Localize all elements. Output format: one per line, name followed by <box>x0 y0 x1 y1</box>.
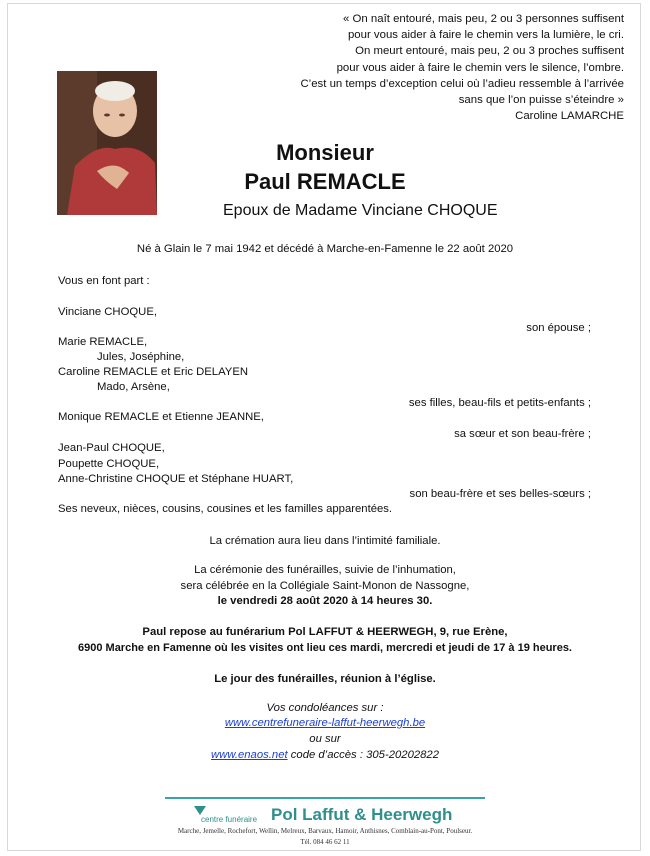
poem-line: « On naît entouré, mais peu, 2 ou 3 personnes suffisent <box>343 13 624 25</box>
family-member: Poupette CHOQUE, <box>58 458 160 470</box>
family-member: Jean-Paul CHOQUE, <box>58 442 165 454</box>
poem-line: C’est un temps d’exception celui où l’adieu ressemble à l’arrivée <box>300 77 624 90</box>
family-relation: ses filles, beau-fils et petits-enfants ; <box>408 397 591 409</box>
poem-author: Caroline LAMARCHE <box>515 110 624 123</box>
family-member: Monique REMACLE et Etienne JEANNE, <box>58 411 264 423</box>
ceremony-date: le vendredi 28 août 2020 à 14 heures 30. <box>217 595 433 607</box>
meeting-line: Le jour des funérailles, réunion à l’église. <box>214 673 436 685</box>
poem-line: pour vous aider à faire le chemin vers la lumière, le cri. <box>347 29 624 42</box>
family-member: Jules, Joséphine, <box>97 351 185 363</box>
footer-label: centre funéraire <box>201 815 258 824</box>
family-member: Caroline REMACLE et Eric DELAYEN <box>58 366 249 378</box>
ceremony-line: La cérémonie des funérailles, suivie de l’inhumation, <box>194 564 456 576</box>
birth-death-line: Né à Glain le 7 mai 1942 et décédé à Marche-en-Famenne le 22 août 2020 <box>136 243 514 255</box>
intro-line: Vous en font part : <box>58 275 150 287</box>
family-member: Ses neveux, nièces, cousins, cousines et les familles apparentées. <box>58 503 393 515</box>
condolences-intro: Vos condoléances sur : <box>266 702 384 714</box>
access-code: code d’accès : 305-20202822 <box>287 749 439 761</box>
footer-places: Marche, Jemelle, Rochefort, Wellin, Melreux, Barvaux, Hamoir, Anthisnes, Comblain-au-Pont, Poulseur. <box>177 827 473 835</box>
family-relation: sa sœur et son beau-frère ; <box>454 428 591 440</box>
ceremony-line: sera célébrée en la Collégiale Saint-Monon de Nassogne, <box>180 580 470 592</box>
funerarium-line: 6900 Marche en Famenne où les visites ont lieu ces mardi, mercredi et jeudi de 17 à 19 heures. <box>78 642 572 654</box>
condolences-or: ou sur <box>309 733 341 745</box>
family-member: Mado, Arsène, <box>97 381 170 393</box>
deceased-name: Paul REMACLE <box>244 169 406 194</box>
condolences-link-2[interactable]: www.enaos.net <box>211 749 288 761</box>
poem-quote <box>300 11 624 124</box>
poem-line: On meurt entouré, mais peu, 2 ou 3 proches suffisent <box>355 45 624 58</box>
spouse-line: Epoux de Madame Vinciane CHOQUE <box>223 202 498 219</box>
condolences-link-1[interactable]: www.centrefuneraire-laffut-heerwegh.be <box>224 717 426 729</box>
footer-brand: Pol Laffut & Heerwegh <box>271 805 453 824</box>
poem-line: sans que l’on puisse s’éteindre » <box>458 94 624 107</box>
family-relation: son beau-frère et ses belles-sœurs ; <box>409 488 591 500</box>
family-member: Marie REMACLE, <box>58 336 148 348</box>
family-member: Vinciane CHOQUE, <box>58 306 157 318</box>
cremation-line: La crémation aura lieu dans l’intimité familiale. <box>209 535 441 547</box>
footer-triangle-icon <box>194 803 206 815</box>
footer-phone: Tél. 084 46 62 11 <box>300 838 350 846</box>
footer-divider <box>165 797 485 799</box>
title-monsieur: Monsieur <box>276 140 374 165</box>
funerarium-line: Paul repose au funérarium Pol LAFFUT & HEERWEGH, 9, rue Erène, <box>142 626 508 638</box>
family-member: Anne-Christine CHOQUE et Stéphane HUART, <box>58 473 294 485</box>
family-relation: son épouse ; <box>526 322 591 334</box>
poem-line: pour vous aider à faire le chemin vers le silence, l’ombre. <box>336 61 624 74</box>
